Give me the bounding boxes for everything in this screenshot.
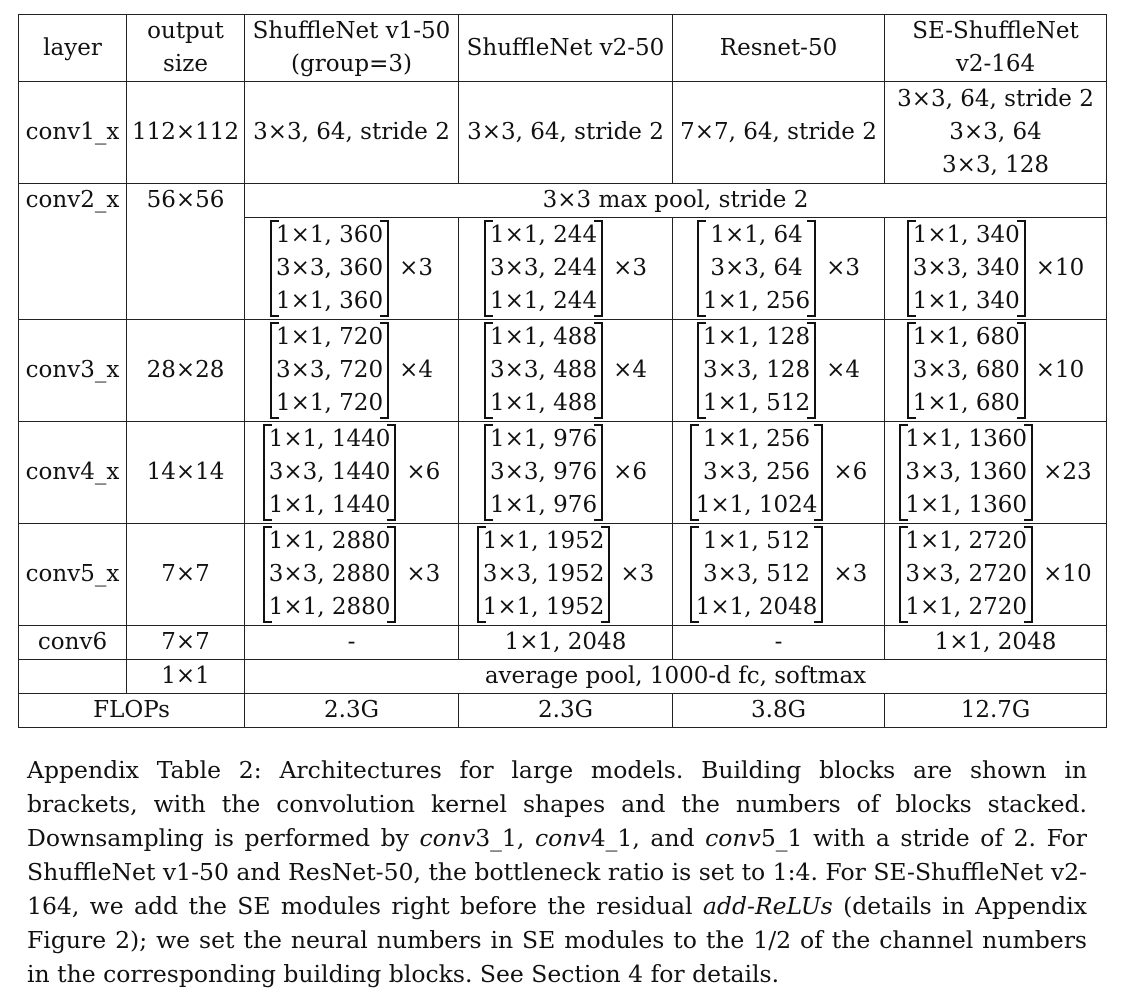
flops-row bbox=[19, 694, 1107, 728]
flops-label: FLOPs bbox=[19, 694, 245, 728]
header-output-size: output size bbox=[127, 15, 245, 82]
header-shufflenet-v1: ShuffleNet v1-50 (group=3) bbox=[245, 15, 459, 82]
conv4-row bbox=[19, 422, 1107, 524]
layer-name: conv4_x bbox=[19, 422, 127, 524]
layer-name: conv5_x bbox=[19, 524, 127, 626]
layer-name bbox=[19, 660, 127, 694]
output-size: 14×14 bbox=[127, 422, 245, 524]
conv6-row bbox=[19, 626, 1107, 660]
block-cell: 1×1, 1360 3×3, 1360 1×1, 1360 ×23 bbox=[885, 422, 1107, 524]
block-cell: 1×1, 64 3×3, 64 1×1, 256 ×3 bbox=[673, 218, 885, 320]
block-cell: 1×1, 720 3×3, 720 1×1, 720 ×4 bbox=[245, 320, 459, 422]
cell: 1×1, 2048 bbox=[885, 626, 1107, 660]
layer-name: conv3_x bbox=[19, 320, 127, 422]
cell: 3×3, 64, stride 2 3×3, 64 3×3, 128 bbox=[885, 82, 1107, 184]
output-size: 7×7 bbox=[127, 524, 245, 626]
block-cell: 1×1, 2720 3×3, 2720 1×1, 2720 ×10 bbox=[885, 524, 1107, 626]
avg-pool-row bbox=[19, 660, 1107, 694]
cell: 3×3, 64, stride 2 bbox=[459, 82, 673, 184]
avg-pool-cell: average pool, 1000-d fc, softmax bbox=[245, 660, 1107, 694]
cell: - bbox=[245, 626, 459, 660]
flops-value: 12.7G bbox=[885, 694, 1107, 728]
layer-name: conv2_x bbox=[19, 184, 127, 320]
layer-name: conv6 bbox=[19, 626, 127, 660]
block-cell: 1×1, 1952 3×3, 1952 1×1, 1952 ×3 bbox=[459, 524, 673, 626]
output-size: 28×28 bbox=[127, 320, 245, 422]
layer-name: conv1_x bbox=[19, 82, 127, 184]
flops-value: 3.8G bbox=[673, 694, 885, 728]
cell: 1×1, 2048 bbox=[459, 626, 673, 660]
block-cell: 1×1, 512 3×3, 512 1×1, 2048 ×3 bbox=[673, 524, 885, 626]
block-cell: 1×1, 128 3×3, 128 1×1, 512 ×4 bbox=[673, 320, 885, 422]
block-cell: 1×1, 340 3×3, 340 1×1, 340 ×10 bbox=[885, 218, 1107, 320]
output-size: 7×7 bbox=[127, 626, 245, 660]
cell: 7×7, 64, stride 2 bbox=[673, 82, 885, 184]
conv2-pool-row bbox=[19, 184, 1107, 218]
conv5-row bbox=[19, 524, 1107, 626]
block-cell: 1×1, 2880 3×3, 2880 1×1, 2880 ×3 bbox=[245, 524, 459, 626]
flops-value: 2.3G bbox=[459, 694, 673, 728]
header-layer: layer bbox=[19, 15, 127, 82]
flops-value: 2.3G bbox=[245, 694, 459, 728]
block-cell: 1×1, 360 3×3, 360 1×1, 360 ×3 bbox=[245, 218, 459, 320]
output-size: 1×1 bbox=[127, 660, 245, 694]
block-cell: 1×1, 680 3×3, 680 1×1, 680 ×10 bbox=[885, 320, 1107, 422]
table-caption: Appendix Table 2: Architectures for large models. Building blocks are shown in brackets, with the convolution kernel shapes and the numbers of blocks stacked. Downsampling is performed by conv3_1, conv4_1, and conv5_1 with a stride of 2. For ShuffleNet v1-50 and ResNet-50, the bottleneck ratio is set to 1:4. For SE-ShuffleNet v2-164, we add the SE modules right before the residual add-ReLUs (details in Appendix Figure 2); we set the neural numbers in SE modules to the 1/2 of the channel numbers in the corresponding building blocks. See Section 4 for details. bbox=[27, 755, 1087, 988]
cell: 3×3, 64, stride 2 bbox=[245, 82, 459, 184]
block-cell: 1×1, 1440 3×3, 1440 1×1, 1440 ×6 bbox=[245, 422, 459, 524]
header-row bbox=[19, 15, 1107, 82]
block-cell: 1×1, 488 3×3, 488 1×1, 488 ×4 bbox=[459, 320, 673, 422]
header-resnet: Resnet-50 bbox=[673, 15, 885, 82]
max-pool-cell: 3×3 max pool, stride 2 bbox=[245, 184, 1107, 218]
block-cell: 1×1, 256 3×3, 256 1×1, 1024 ×6 bbox=[673, 422, 885, 524]
cell: - bbox=[673, 626, 885, 660]
block-cell: 1×1, 976 3×3, 976 1×1, 976 ×6 bbox=[459, 422, 673, 524]
output-size: 112×112 bbox=[127, 82, 245, 184]
output-size: 56×56 bbox=[127, 184, 245, 320]
header-shufflenet-v2: ShuffleNet v2-50 bbox=[459, 15, 673, 82]
architecture-table bbox=[18, 14, 1107, 728]
conv1-row bbox=[19, 82, 1107, 184]
conv3-row bbox=[19, 320, 1107, 422]
block-cell: 1×1, 244 3×3, 244 1×1, 244 ×3 bbox=[459, 218, 673, 320]
header-se-shufflenet: SE-ShuffleNet v2-164 bbox=[885, 15, 1107, 82]
